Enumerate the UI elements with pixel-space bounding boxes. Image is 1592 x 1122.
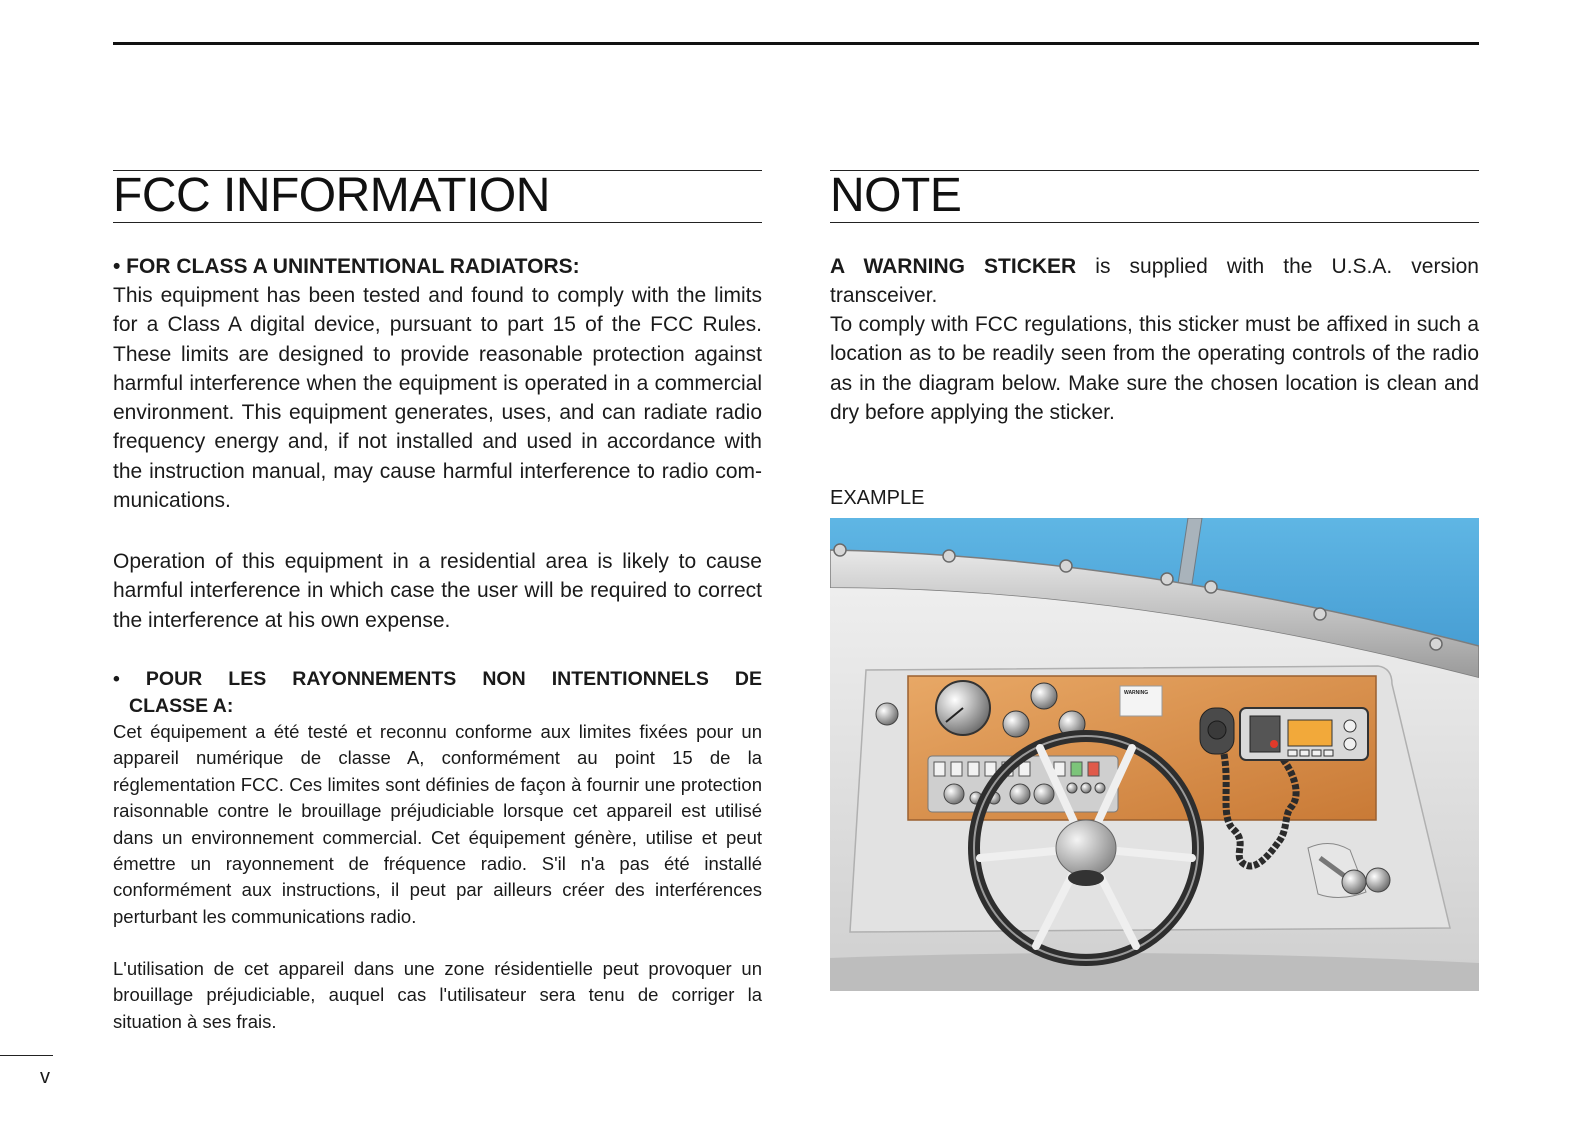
note-paragraph-1 <box>830 252 1479 311</box>
french-paragraph-2: L'utilisation de cet appareil dans une zone résidentielle peut provoquer un brouillage préjudiciable, auquel cas l'utilisateur sera tenu de corriger la situation à ses frais. <box>113 958 762 1032</box>
section-title-note: NOTE <box>830 169 962 222</box>
page-number: v <box>40 1066 50 1088</box>
page-number-rule <box>0 1055 53 1056</box>
radio-display <box>1288 720 1332 746</box>
steering-hub <box>1056 820 1116 876</box>
french-heading-line-1: • POUR LES RAYONNEMENTS NON INTENTIONNELS DE <box>113 668 762 690</box>
warning-sticker-bold: A WARNING STICKER <box>830 255 1077 278</box>
gauge-3 <box>1003 711 1029 737</box>
note-paragraph-1-rest: is supplied with the U.S.A. version transceiver. <box>830 255 1479 308</box>
small-gauge <box>876 703 898 725</box>
warning-sticker-text: WARNING <box>1124 690 1149 696</box>
french-heading-line-2: CLASSE A: <box>129 695 234 717</box>
fcc-paragraph-2: Operation of this equipment in a residential area is likely to cause harmful interference in which case the user will be required to correct the interference at his own expense. <box>113 550 762 632</box>
dashboard-lower-edge <box>830 953 1479 991</box>
page-top-rule <box>113 42 1479 45</box>
gauge-2 <box>1031 683 1057 709</box>
example-label: EXAMPLE <box>830 487 925 509</box>
title-bottom-rule <box>113 222 762 223</box>
throttle-knob-2 <box>1366 868 1390 892</box>
french-paragraph-1: Cet équipement a été testé et reconnu conforme aux limites fixées pour un appareil numérique de classe A, conformément au point 15 de la réglementation FCC. Ces limites sont définies de façon à fournir une protection raisonnable contre le brouillage préjudiciable lorsque cet appareil est utilisé dans un environnement commercial. Cet équipement génère, utilise et peut émettre un rayonnement de fréquence radio. S'il n'a pas été installé conformément aux instructions, il peut par ailleurs créer des interférences perturbant les communications radio. <box>113 721 762 927</box>
note-paragraph-2: To comply with FCC regulations, this sticker must be affixed in such a location as to be readily seen from the operating controls of the radio as in the diagram below. Make sure the chosen location is clean and dry before applying the sticker. <box>830 313 1479 424</box>
section-title-fcc: FCC INFORMATION <box>113 169 550 222</box>
note-title-bottom-rule <box>830 222 1479 223</box>
fcc-paragraph-1: This equipment has been tested and found to comply with the limits for a Class A digital device, pursuant to part 15 of the FCC Rules. These limits are designed to provide reasonable protection against harmful interference when the equipment is operated in a commercial environment. This equipment generates, uses, and can radiate radio frequency energy and, if not installed and used in accordance with the instruction manual, may cause harmful interference to radio communications. <box>113 284 762 513</box>
throttle-knob-1 <box>1342 870 1366 894</box>
radio-indicator <box>1270 740 1278 748</box>
class-a-heading: • FOR CLASS A UNINTENTIONAL RADIATORS: <box>113 255 580 278</box>
boat-dashboard-illustration <box>830 518 1479 991</box>
